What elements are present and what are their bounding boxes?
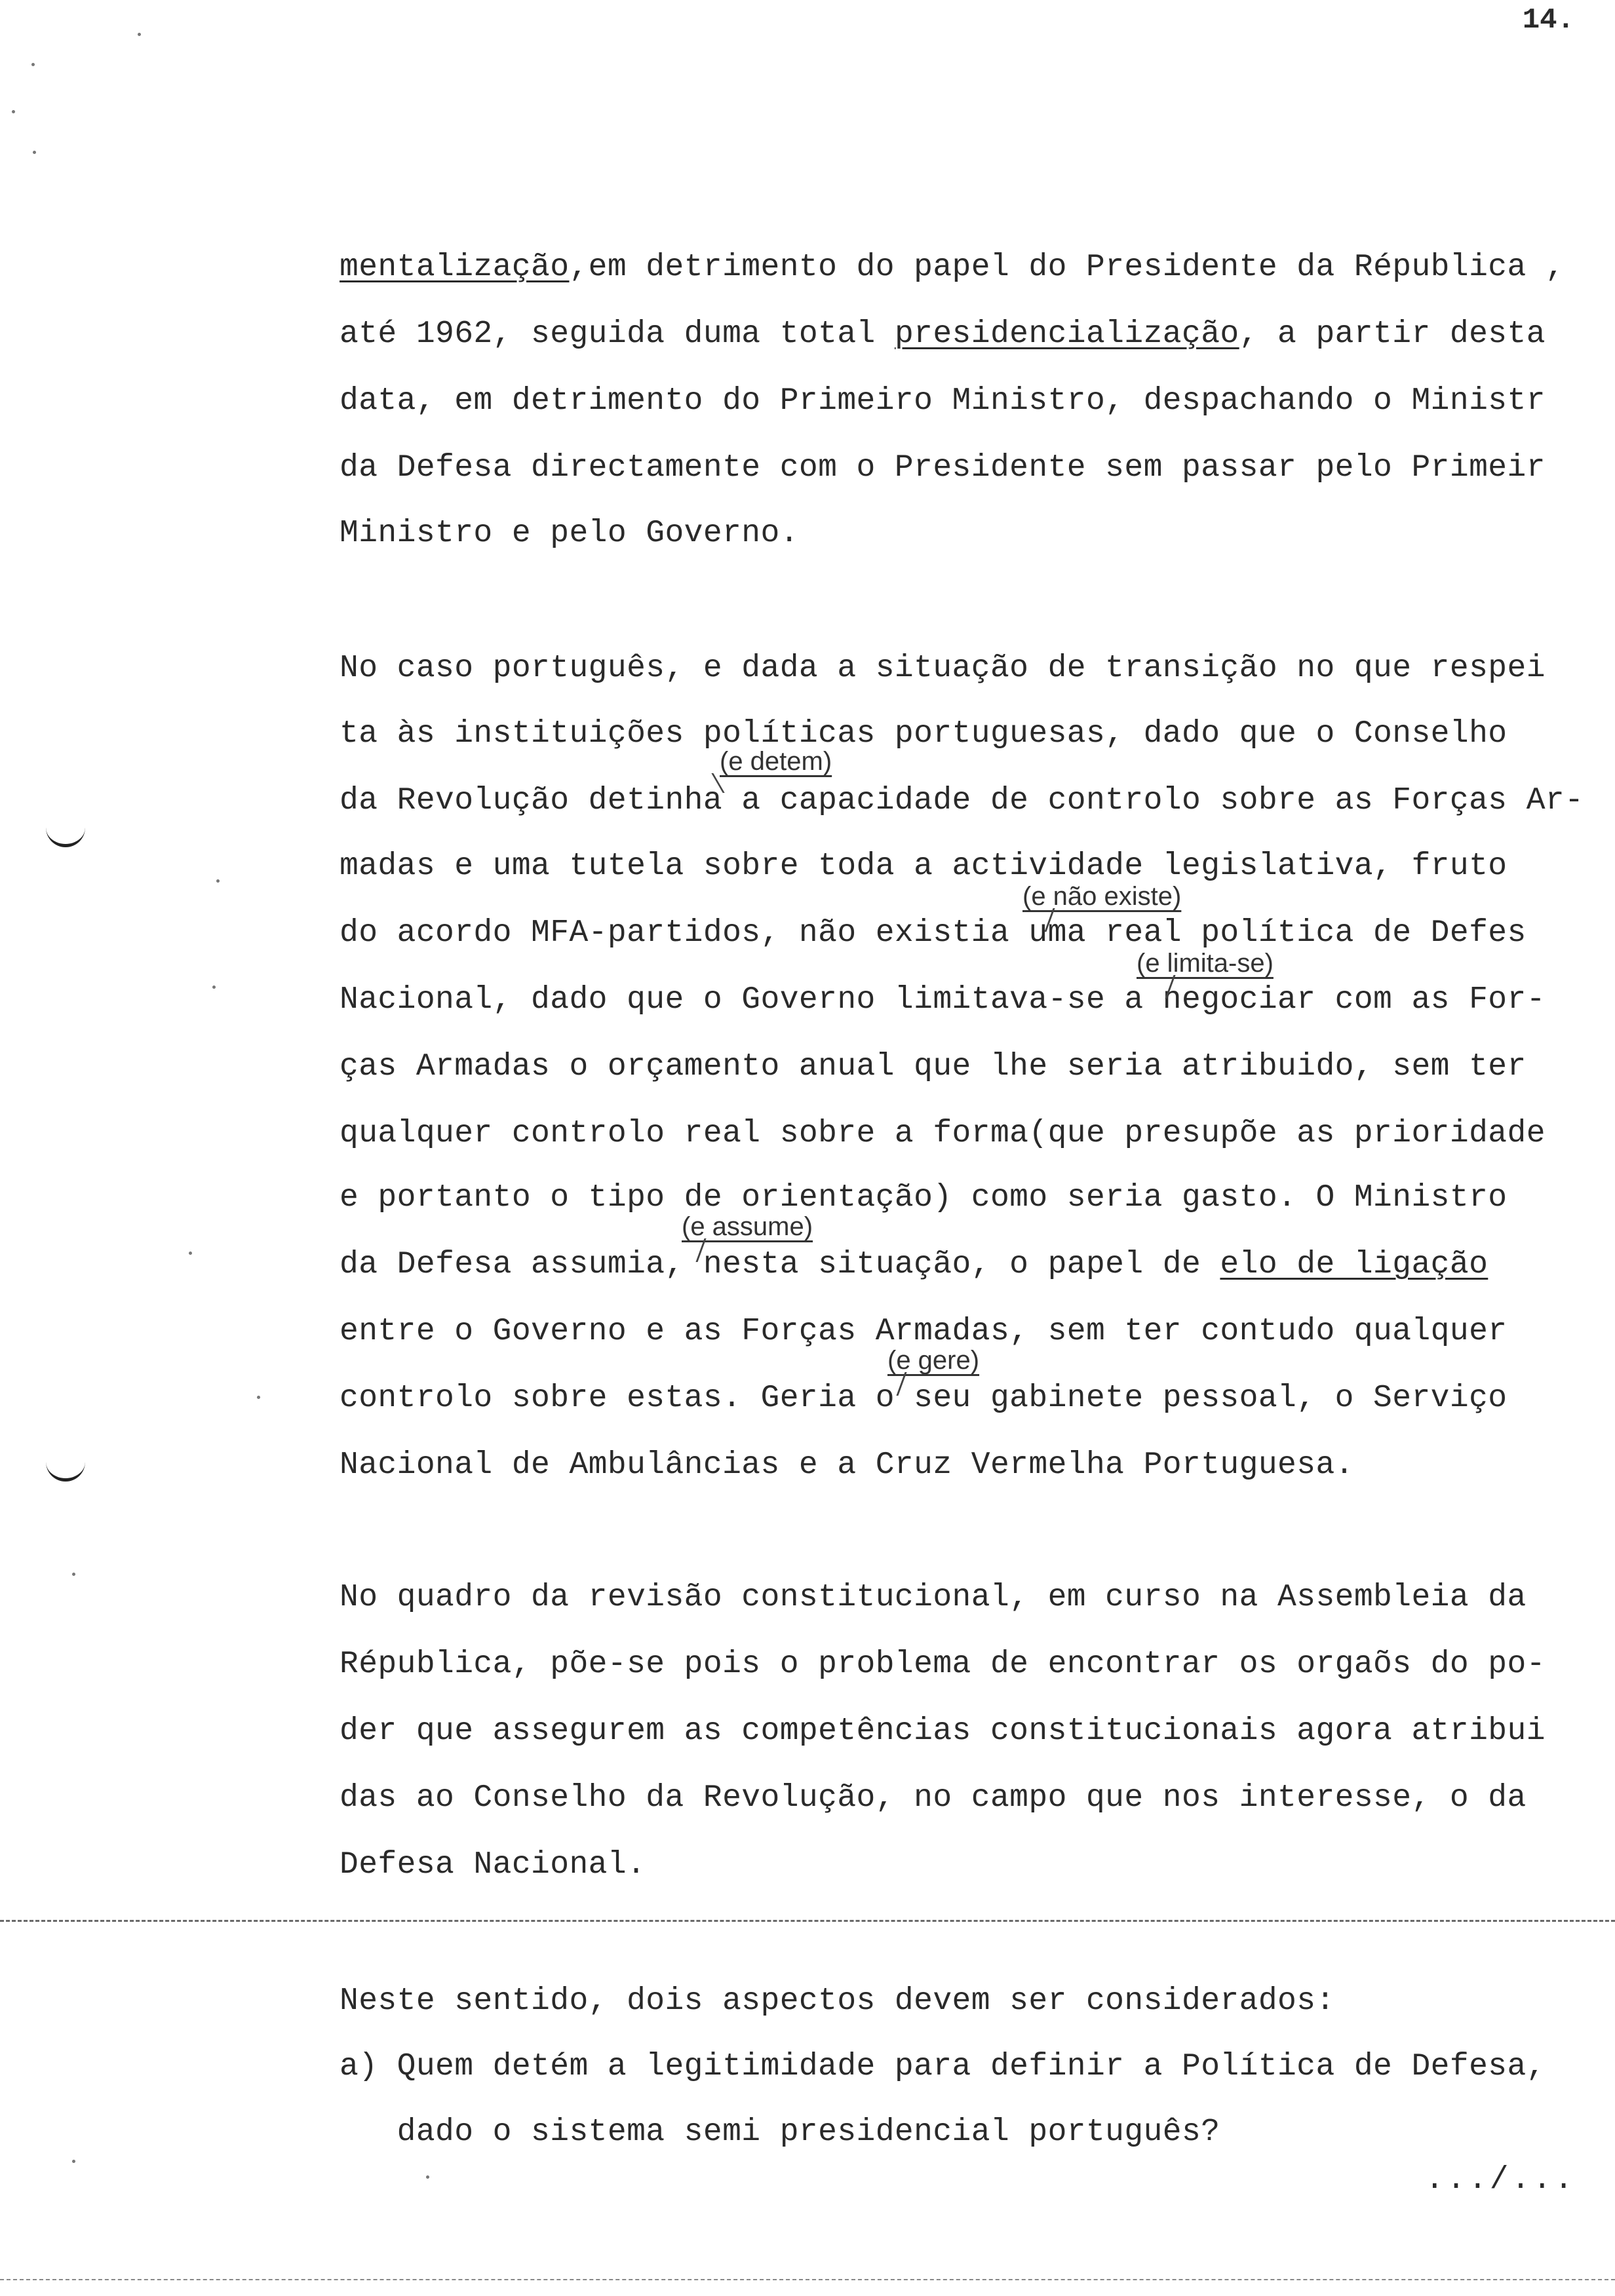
text-line: Nacional de Ambulâncias e a Cruz Vermelha Portuguesa. [340, 1447, 1354, 1483]
text-line: a) Quem detém a legitimidade para definir a Política de Defesa, [340, 2049, 1546, 2084]
text-line: dado o sistema semi presidencial português? [340, 2114, 1220, 2150]
text-line: entre o Governo e as Forças Armadas, sem ter contudo qualquer [340, 1314, 1508, 1349]
scan-speck [12, 110, 15, 113]
handwritten-annotation: (e assume) [682, 1212, 813, 1241]
scan-speck [138, 33, 141, 36]
text-line: madas e uma tutela sobre toda a actividade legislativa, fruto [340, 849, 1508, 884]
page-bottom-edge [0, 2279, 1615, 2280]
line-text: , a partir desta [1239, 316, 1546, 352]
underlined-phrase: elo de ligação [1220, 1247, 1489, 1282]
text-line: Ministro e pelo Governo. [340, 516, 799, 551]
text-line: qualquer controlo real sobre a forma(que presupõe as prioridade [340, 1116, 1546, 1151]
text-line: der que assegurem as competências constitucionais agora atribui [340, 1713, 1546, 1749]
text-line: Defesa Nacional. [340, 1847, 646, 1883]
handwritten-annotation: (e gere) [887, 1346, 980, 1375]
line-text: da Defesa assumia, nesta situação, o papel de [340, 1247, 1220, 1282]
scan-speck [31, 63, 35, 66]
page-number: 14. [1522, 4, 1574, 37]
text-line: ças Armadas o orçamento anual que lhe seria atribuido, sem ter [340, 1049, 1527, 1084]
text-line [340, 318, 1546, 350]
margin-mark [46, 826, 85, 847]
scan-speck [33, 151, 36, 154]
section-divider [0, 1920, 1615, 1922]
text-line: do acordo MFA-partidos, não existia uma real política de Defes [340, 915, 1527, 951]
underlined-phrase: presidencialização [894, 316, 1239, 352]
text-line: data, em detrimento do Primeiro Ministro, despachando o Ministr [340, 383, 1546, 419]
text-line [340, 1249, 1488, 1280]
text-line: Nacional, dado que o Governo limitava-se a negociar com as For- [340, 982, 1546, 1018]
text-line: e portanto o tipo de orientação) como seria gasto. O Ministro [340, 1180, 1508, 1215]
scan-speck [216, 879, 220, 883]
text-line: da Defesa directamente com o Presidente sem passar pelo Primeir [340, 450, 1546, 486]
text-line: No quadro da revisão constitucional, em curso na Assembleia da [340, 1580, 1527, 1615]
text-line: controlo sobre estas. Geria o seu gabinete pessoal, o Serviço [340, 1381, 1508, 1416]
scan-speck [72, 1573, 75, 1576]
handwritten-annotation: (e limita-se) [1137, 949, 1274, 978]
text-line: Républica, põe-se pois o problema de encontrar os orgaõs do po- [340, 1647, 1546, 1682]
text-line: No caso português, e dada a situação de transição no que respei [340, 651, 1546, 686]
margin-mark [46, 1460, 85, 1482]
scan-speck [426, 2175, 429, 2179]
text-line [340, 252, 1565, 283]
underlined-phrase: mentalização [340, 250, 570, 285]
line-text: até 1962, seguida duma total [340, 316, 895, 352]
scan-speck [257, 1396, 260, 1399]
handwritten-annotation: (e detem) [720, 747, 832, 776]
scan-speck [189, 1252, 192, 1255]
continuation-marker: .../... [1425, 2162, 1576, 2198]
text-line: da Revolução detinha a capacidade de controlo sobre as Forças Ar- [340, 783, 1584, 818]
text-line: das ao Conselho da Revolução, no campo que nos interesse, o da [340, 1780, 1527, 1816]
line-text: ,em detrimento do papel do Presidente da Républica , [569, 250, 1565, 285]
handwritten-annotation: (e não existe) [1022, 882, 1182, 911]
scan-speck [212, 985, 216, 989]
text-line: ta às instituições políticas portuguesas, dado que o Conselho [340, 716, 1508, 752]
text-line: Neste sentido, dois aspectos devem ser considerados: [340, 1983, 1335, 2019]
scan-speck [72, 2160, 75, 2163]
